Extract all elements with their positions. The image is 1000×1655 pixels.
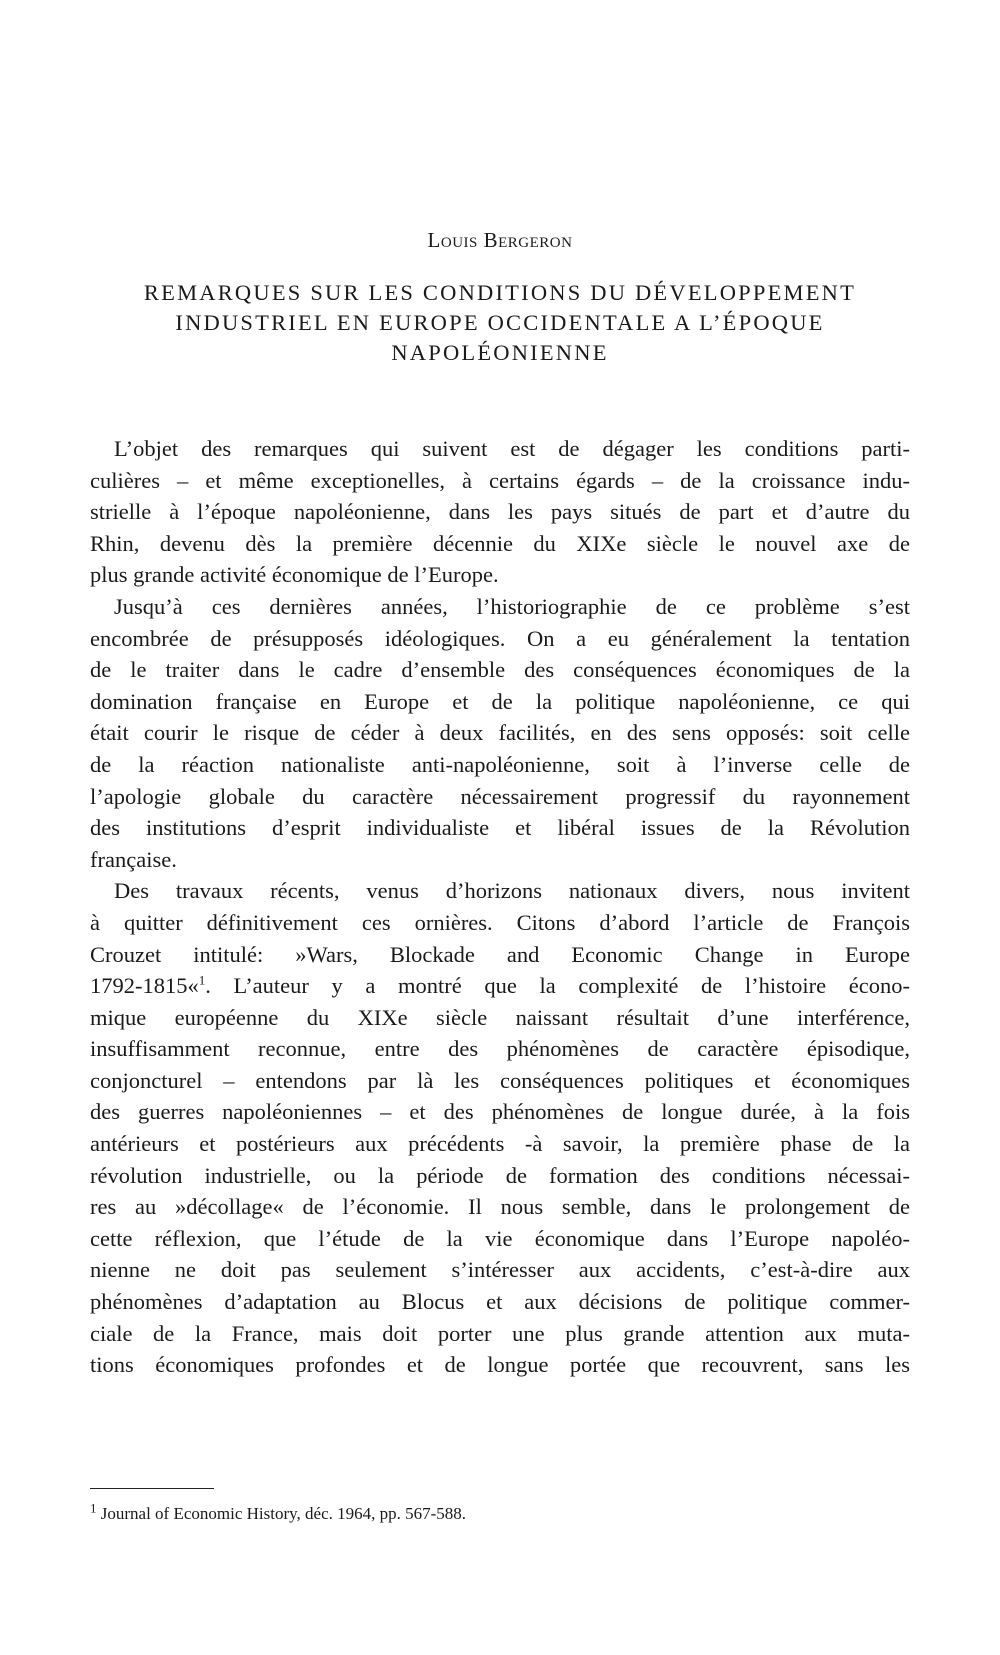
- text-line: plus grande activité économique de l’Europe.: [90, 562, 499, 588]
- text-line: l’apologie globale du caractère nécessairement progressif du rayonnement: [90, 783, 910, 809]
- title-line: INDUSTRIEL EN EUROPE OCCIDENTALE A L’ÉPOQUE: [175, 310, 825, 335]
- text-line: des institutions d’esprit individualiste et libéral issues de la Révolution: [90, 815, 910, 841]
- footnote-divider: [90, 1488, 214, 1489]
- text-line: était courir le risque de céder à deux facilités, en des sens opposés: soit celle: [90, 720, 910, 746]
- text-line: insuffisamment reconnue, entre des phénomènes de caractère épisodique,: [90, 1036, 910, 1062]
- text-line: cette réflexion, que l’étude de la vie économique dans l’Europe napoléo-: [90, 1225, 910, 1251]
- text-line: Crouzet intitulé: »Wars, Blockade and Economic Change in Europe: [90, 941, 910, 967]
- text-line: française.: [90, 846, 177, 872]
- title-line: REMARQUES SUR LES CONDITIONS DU DÉVELOPPEMENT: [143, 280, 857, 305]
- text-line: phénomènes d’adaptation au Blocus et aux décisions de politique commer-: [90, 1289, 910, 1315]
- text-line: strielle à l’époque napoléonienne, dans les pays situés de part et d’autre du: [90, 499, 910, 525]
- text-line: nienne ne doit pas seulement s’intéresser aux accidents, c’est-à-dire aux: [90, 1257, 910, 1283]
- text-line: domination française en Europe et de la politique napoléonienne, ce qui: [90, 688, 910, 714]
- text-line: culières – et même exceptionelles, à certains égards – de la croissance indu-: [90, 467, 910, 493]
- body-text: [90, 433, 910, 1381]
- text-line: L’objet des remarques qui suivent est de dégager les conditions parti-: [114, 436, 910, 461]
- text-line-with-footnote-ref: [90, 970, 910, 1002]
- footnote-marker: 1: [90, 1500, 97, 1516]
- article-title: [90, 278, 910, 368]
- footnote: [90, 1500, 910, 1525]
- text-line: antérieurs et postérieurs aux précédents -à savoir, la première phase de la: [90, 1131, 910, 1157]
- text-line: Jusqu’à ces dernières années, l’historiographie de ce problème s’est: [114, 593, 910, 619]
- text-line: Des travaux récents, venus d’horizons nationaux divers, nous invitent: [114, 878, 910, 904]
- text-line: révolution industrielle, ou la période de formation des conditions nécessai-: [90, 1162, 910, 1188]
- text-line: mique européenne du XIXe siècle naissant résultait d’une interférence,: [90, 1004, 910, 1030]
- text-line: Rhin, devenu dès la première décennie du XIXe siècle le nouvel axe de: [90, 530, 910, 556]
- text-line: res au »décollage« de l’économie. Il nous semble, dans le prolongement de: [90, 1194, 910, 1220]
- title-line: NAPOLÉONIENNE: [391, 340, 609, 365]
- text-fragment: . L’auteur y a montré que la complexité de l’histoire écono-: [205, 973, 910, 999]
- text-line: de le traiter dans le cadre d’ensemble des conséquences économiques de la: [90, 657, 910, 683]
- footnote-ref: 1: [198, 972, 206, 988]
- author-name: Louis Bergeron: [427, 228, 573, 252]
- text-line: des guerres napoléoniennes – et des phénomènes de longue durée, à la fois: [90, 1099, 910, 1125]
- text-fragment: 1792-1815«: [90, 973, 199, 999]
- text-line: conjoncturel – entendons par là les conséquences politiques et économiques: [90, 1067, 910, 1093]
- footnote-text: Journal of Economic History, déc. 1964, pp. 567-588.: [100, 1504, 467, 1523]
- text-line: tions économiques profondes et de longue portée que recouvrent, sans les: [90, 1352, 910, 1378]
- text-line: à quitter définitivement ces ornières. Citons d’abord l’article de François: [90, 909, 910, 935]
- text-line: encombrée de présupposés idéologiques. On a eu généralement la tentation: [90, 625, 910, 651]
- text-line: ciale de la France, mais doit porter une plus grande attention aux muta-: [90, 1320, 910, 1346]
- text-line: de la réaction nationaliste anti-napoléonienne, soit à l’inverse celle de: [90, 751, 910, 777]
